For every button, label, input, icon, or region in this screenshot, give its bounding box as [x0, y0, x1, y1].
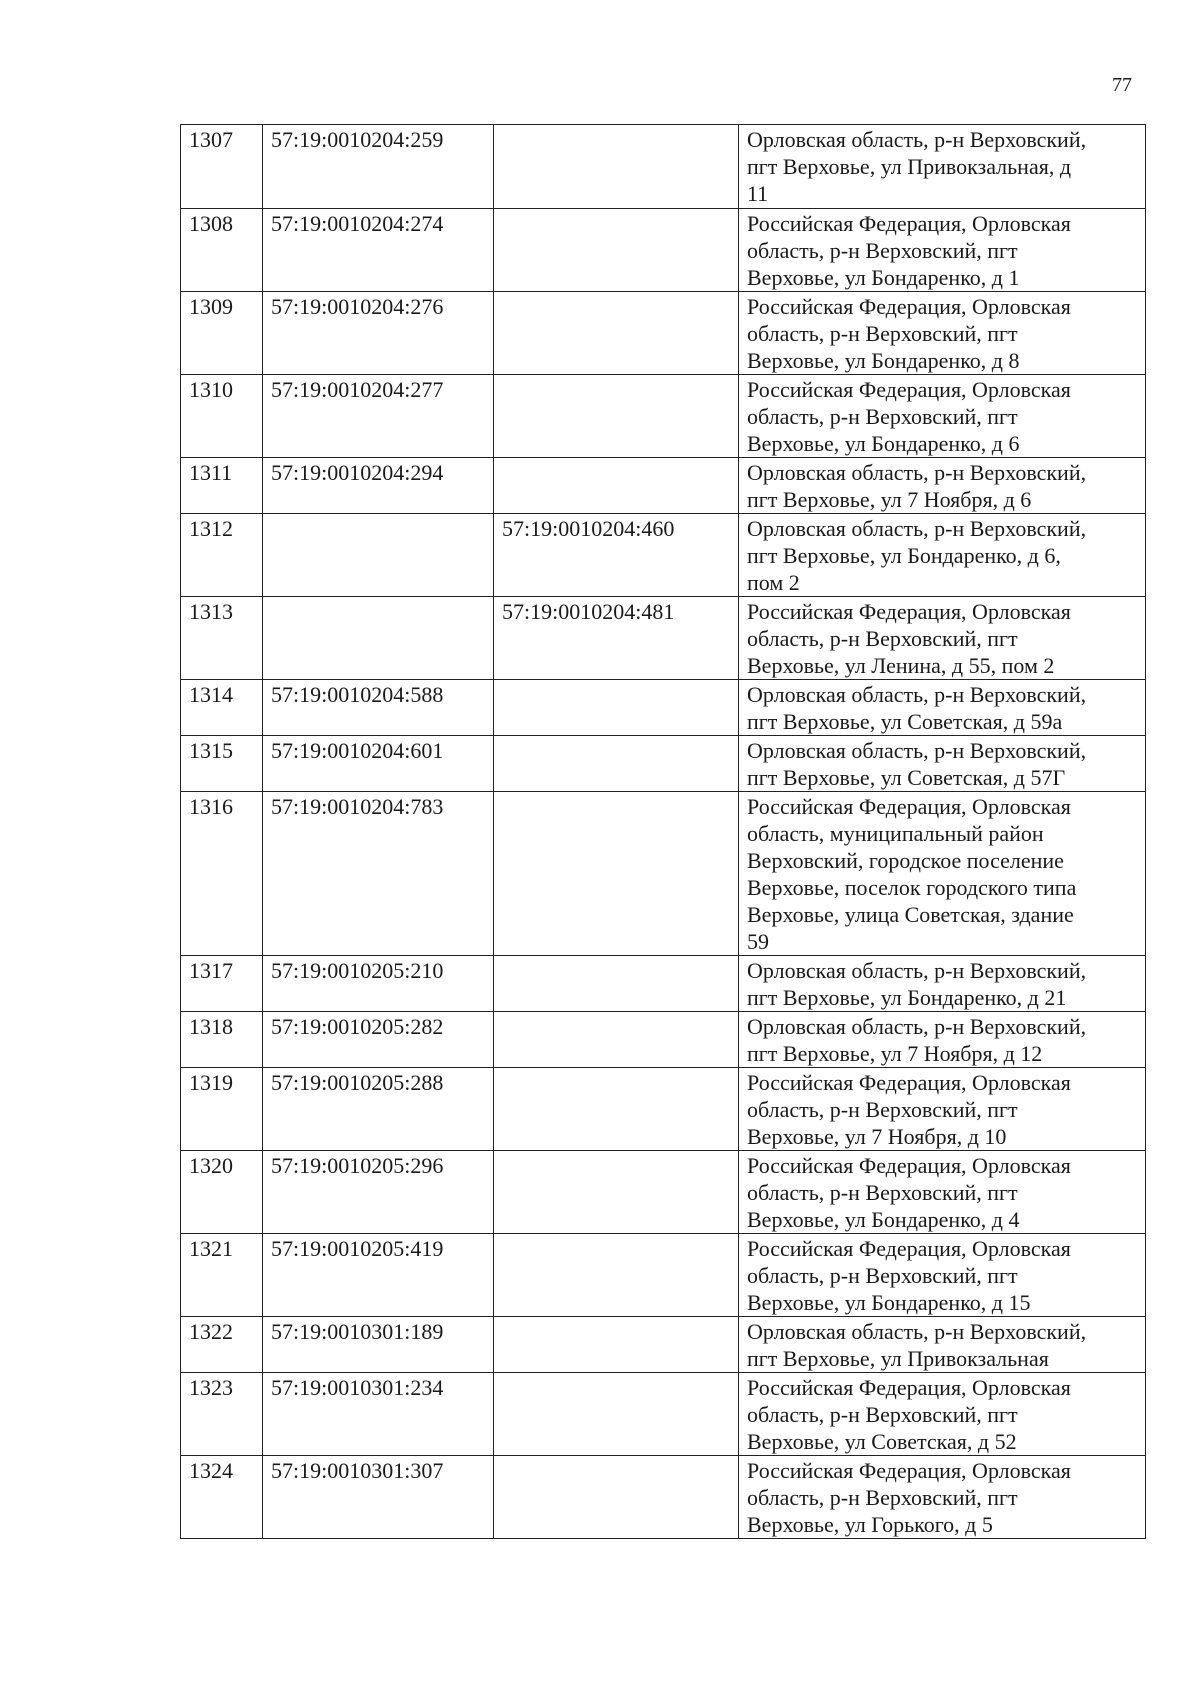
address-cell: Орловская область, р-н Верховский, пгт Верховье, ул 7 Ноября, д 12 — [739, 1012, 1146, 1068]
land-cadastral-number-cell: 57:19:0010205:282 — [263, 1012, 494, 1068]
room-cadastral-number-cell — [494, 792, 739, 956]
table-row — [181, 1012, 1146, 1068]
address-cell: Орловская область, р-н Верховский, пгт Верховье, ул 7 Ноября, д 6 — [739, 458, 1146, 514]
land-cadastral-number-cell: 57:19:0010301:307 — [263, 1456, 494, 1539]
row-number-cell: 1318 — [181, 1012, 263, 1068]
row-number-cell: 1319 — [181, 1068, 263, 1151]
room-cadastral-number-cell — [494, 458, 739, 514]
room-cadastral-number-cell — [494, 1456, 739, 1539]
row-number-cell: 1308 — [181, 209, 263, 292]
table-row — [181, 458, 1146, 514]
table-row — [181, 956, 1146, 1012]
room-cadastral-number-cell — [494, 1234, 739, 1317]
land-cadastral-number-cell — [263, 597, 494, 680]
room-cadastral-number-cell — [494, 956, 739, 1012]
address-cell: Российская Федерация, Орловская область, р-н Верховский, пгт Верховье, ул Бондаренко, д 6 — [739, 375, 1146, 458]
room-cadastral-number-cell — [494, 680, 739, 736]
table-row — [181, 597, 1146, 680]
land-cadastral-number-cell: 57:19:0010204:783 — [263, 792, 494, 956]
address-cell: Российская Федерация, Орловская область, р-н Верховский, пгт Верховье, ул Советская, д 52 — [739, 1373, 1146, 1456]
table-body — [181, 125, 1146, 1539]
row-number-cell: 1321 — [181, 1234, 263, 1317]
room-cadastral-number-cell — [494, 375, 739, 458]
row-number-cell: 1315 — [181, 736, 263, 792]
land-cadastral-number-cell: 57:19:0010204:274 — [263, 209, 494, 292]
table-row — [181, 292, 1146, 375]
address-cell: Российская Федерация, Орловская область, р-н Верховский, пгт Верховье, ул Бондаренко, д 1 — [739, 209, 1146, 292]
address-cell: Орловская область, р-н Верховский, пгт Верховье, ул Привокзальная, д 11 — [739, 125, 1146, 209]
table-row — [181, 1234, 1146, 1317]
land-cadastral-number-cell: 57:19:0010204:601 — [263, 736, 494, 792]
row-number-cell: 1322 — [181, 1317, 263, 1373]
table-row — [181, 680, 1146, 736]
row-number-cell: 1323 — [181, 1373, 263, 1456]
address-cell: Российская Федерация, Орловская область, р-н Верховский, пгт Верховье, ул Бондаренко, д 4 — [739, 1151, 1146, 1234]
address-cell: Российская Федерация, Орловская область, муниципальный район Верховский, городское поселение Верховье, поселок городского типа Верховье, улица Советская, здание 59 — [739, 792, 1146, 956]
land-cadastral-number-cell: 57:19:0010205:419 — [263, 1234, 494, 1317]
room-cadastral-number-cell — [494, 209, 739, 292]
page-number: 77 — [1112, 74, 1132, 96]
land-cadastral-number-cell: 57:19:0010204:259 — [263, 125, 494, 209]
property-table — [180, 124, 1146, 1539]
row-number-cell: 1324 — [181, 1456, 263, 1539]
room-cadastral-number-cell — [494, 1151, 739, 1234]
room-cadastral-number-cell — [494, 1317, 739, 1373]
row-number-cell: 1307 — [181, 125, 263, 209]
address-cell: Орловская область, р-н Верховский, пгт Верховье, ул Советская, д 57Г — [739, 736, 1146, 792]
address-cell: Российская Федерация, Орловская область, р-н Верховский, пгт Верховье, ул Ленина, д 55, пом 2 — [739, 597, 1146, 680]
row-number-cell: 1320 — [181, 1151, 263, 1234]
row-number-cell: 1310 — [181, 375, 263, 458]
room-cadastral-number-cell — [494, 292, 739, 375]
table-row — [181, 125, 1146, 209]
room-cadastral-number-cell — [494, 1373, 739, 1456]
table-row — [181, 375, 1146, 458]
table-row — [181, 1373, 1146, 1456]
table-row — [181, 1151, 1146, 1234]
land-cadastral-number-cell: 57:19:0010204:276 — [263, 292, 494, 375]
address-cell: Российская Федерация, Орловская область, р-н Верховский, пгт Верховье, ул Бондаренко, д 15 — [739, 1234, 1146, 1317]
table-row — [181, 209, 1146, 292]
address-cell: Орловская область, р-н Верховский, пгт Верховье, ул Советская, д 59а — [739, 680, 1146, 736]
land-cadastral-number-cell: 57:19:0010205:288 — [263, 1068, 494, 1151]
room-cadastral-number-cell: 57:19:0010204:481 — [494, 597, 739, 680]
land-cadastral-number-cell: 57:19:0010205:296 — [263, 1151, 494, 1234]
land-cadastral-number-cell — [263, 514, 494, 597]
table-row — [181, 1317, 1146, 1373]
table-row — [181, 1456, 1146, 1539]
address-cell: Российская Федерация, Орловская область, р-н Верховский, пгт Верховье, ул Бондаренко, д 8 — [739, 292, 1146, 375]
row-number-cell: 1317 — [181, 956, 263, 1012]
address-cell: Орловская область, р-н Верховский, пгт Верховье, ул Бондаренко, д 6, пом 2 — [739, 514, 1146, 597]
land-cadastral-number-cell: 57:19:0010204:294 — [263, 458, 494, 514]
land-cadastral-number-cell: 57:19:0010301:189 — [263, 1317, 494, 1373]
land-cadastral-number-cell: 57:19:0010204:277 — [263, 375, 494, 458]
land-cadastral-number-cell: 57:19:0010204:588 — [263, 680, 494, 736]
room-cadastral-number-cell — [494, 125, 739, 209]
row-number-cell: 1316 — [181, 792, 263, 956]
address-cell: Орловская область, р-н Верховский, пгт Верховье, ул Привокзальная — [739, 1317, 1146, 1373]
land-cadastral-number-cell: 57:19:0010301:234 — [263, 1373, 494, 1456]
table-row — [181, 1068, 1146, 1151]
room-cadastral-number-cell — [494, 1012, 739, 1068]
table-row — [181, 736, 1146, 792]
table-row — [181, 792, 1146, 956]
address-cell: Российская Федерация, Орловская область, р-н Верховский, пгт Верховье, ул Горького, д 5 — [739, 1456, 1146, 1539]
address-cell: Орловская область, р-н Верховский, пгт Верховье, ул Бондаренко, д 21 — [739, 956, 1146, 1012]
row-number-cell: 1314 — [181, 680, 263, 736]
room-cadastral-number-cell — [494, 1068, 739, 1151]
row-number-cell: 1309 — [181, 292, 263, 375]
row-number-cell: 1313 — [181, 597, 263, 680]
address-cell: Российская Федерация, Орловская область, р-н Верховский, пгт Верховье, ул 7 Ноября, д 10 — [739, 1068, 1146, 1151]
table-row — [181, 514, 1146, 597]
room-cadastral-number-cell — [494, 736, 739, 792]
room-cadastral-number-cell: 57:19:0010204:460 — [494, 514, 739, 597]
row-number-cell: 1312 — [181, 514, 263, 597]
row-number-cell: 1311 — [181, 458, 263, 514]
land-cadastral-number-cell: 57:19:0010205:210 — [263, 956, 494, 1012]
